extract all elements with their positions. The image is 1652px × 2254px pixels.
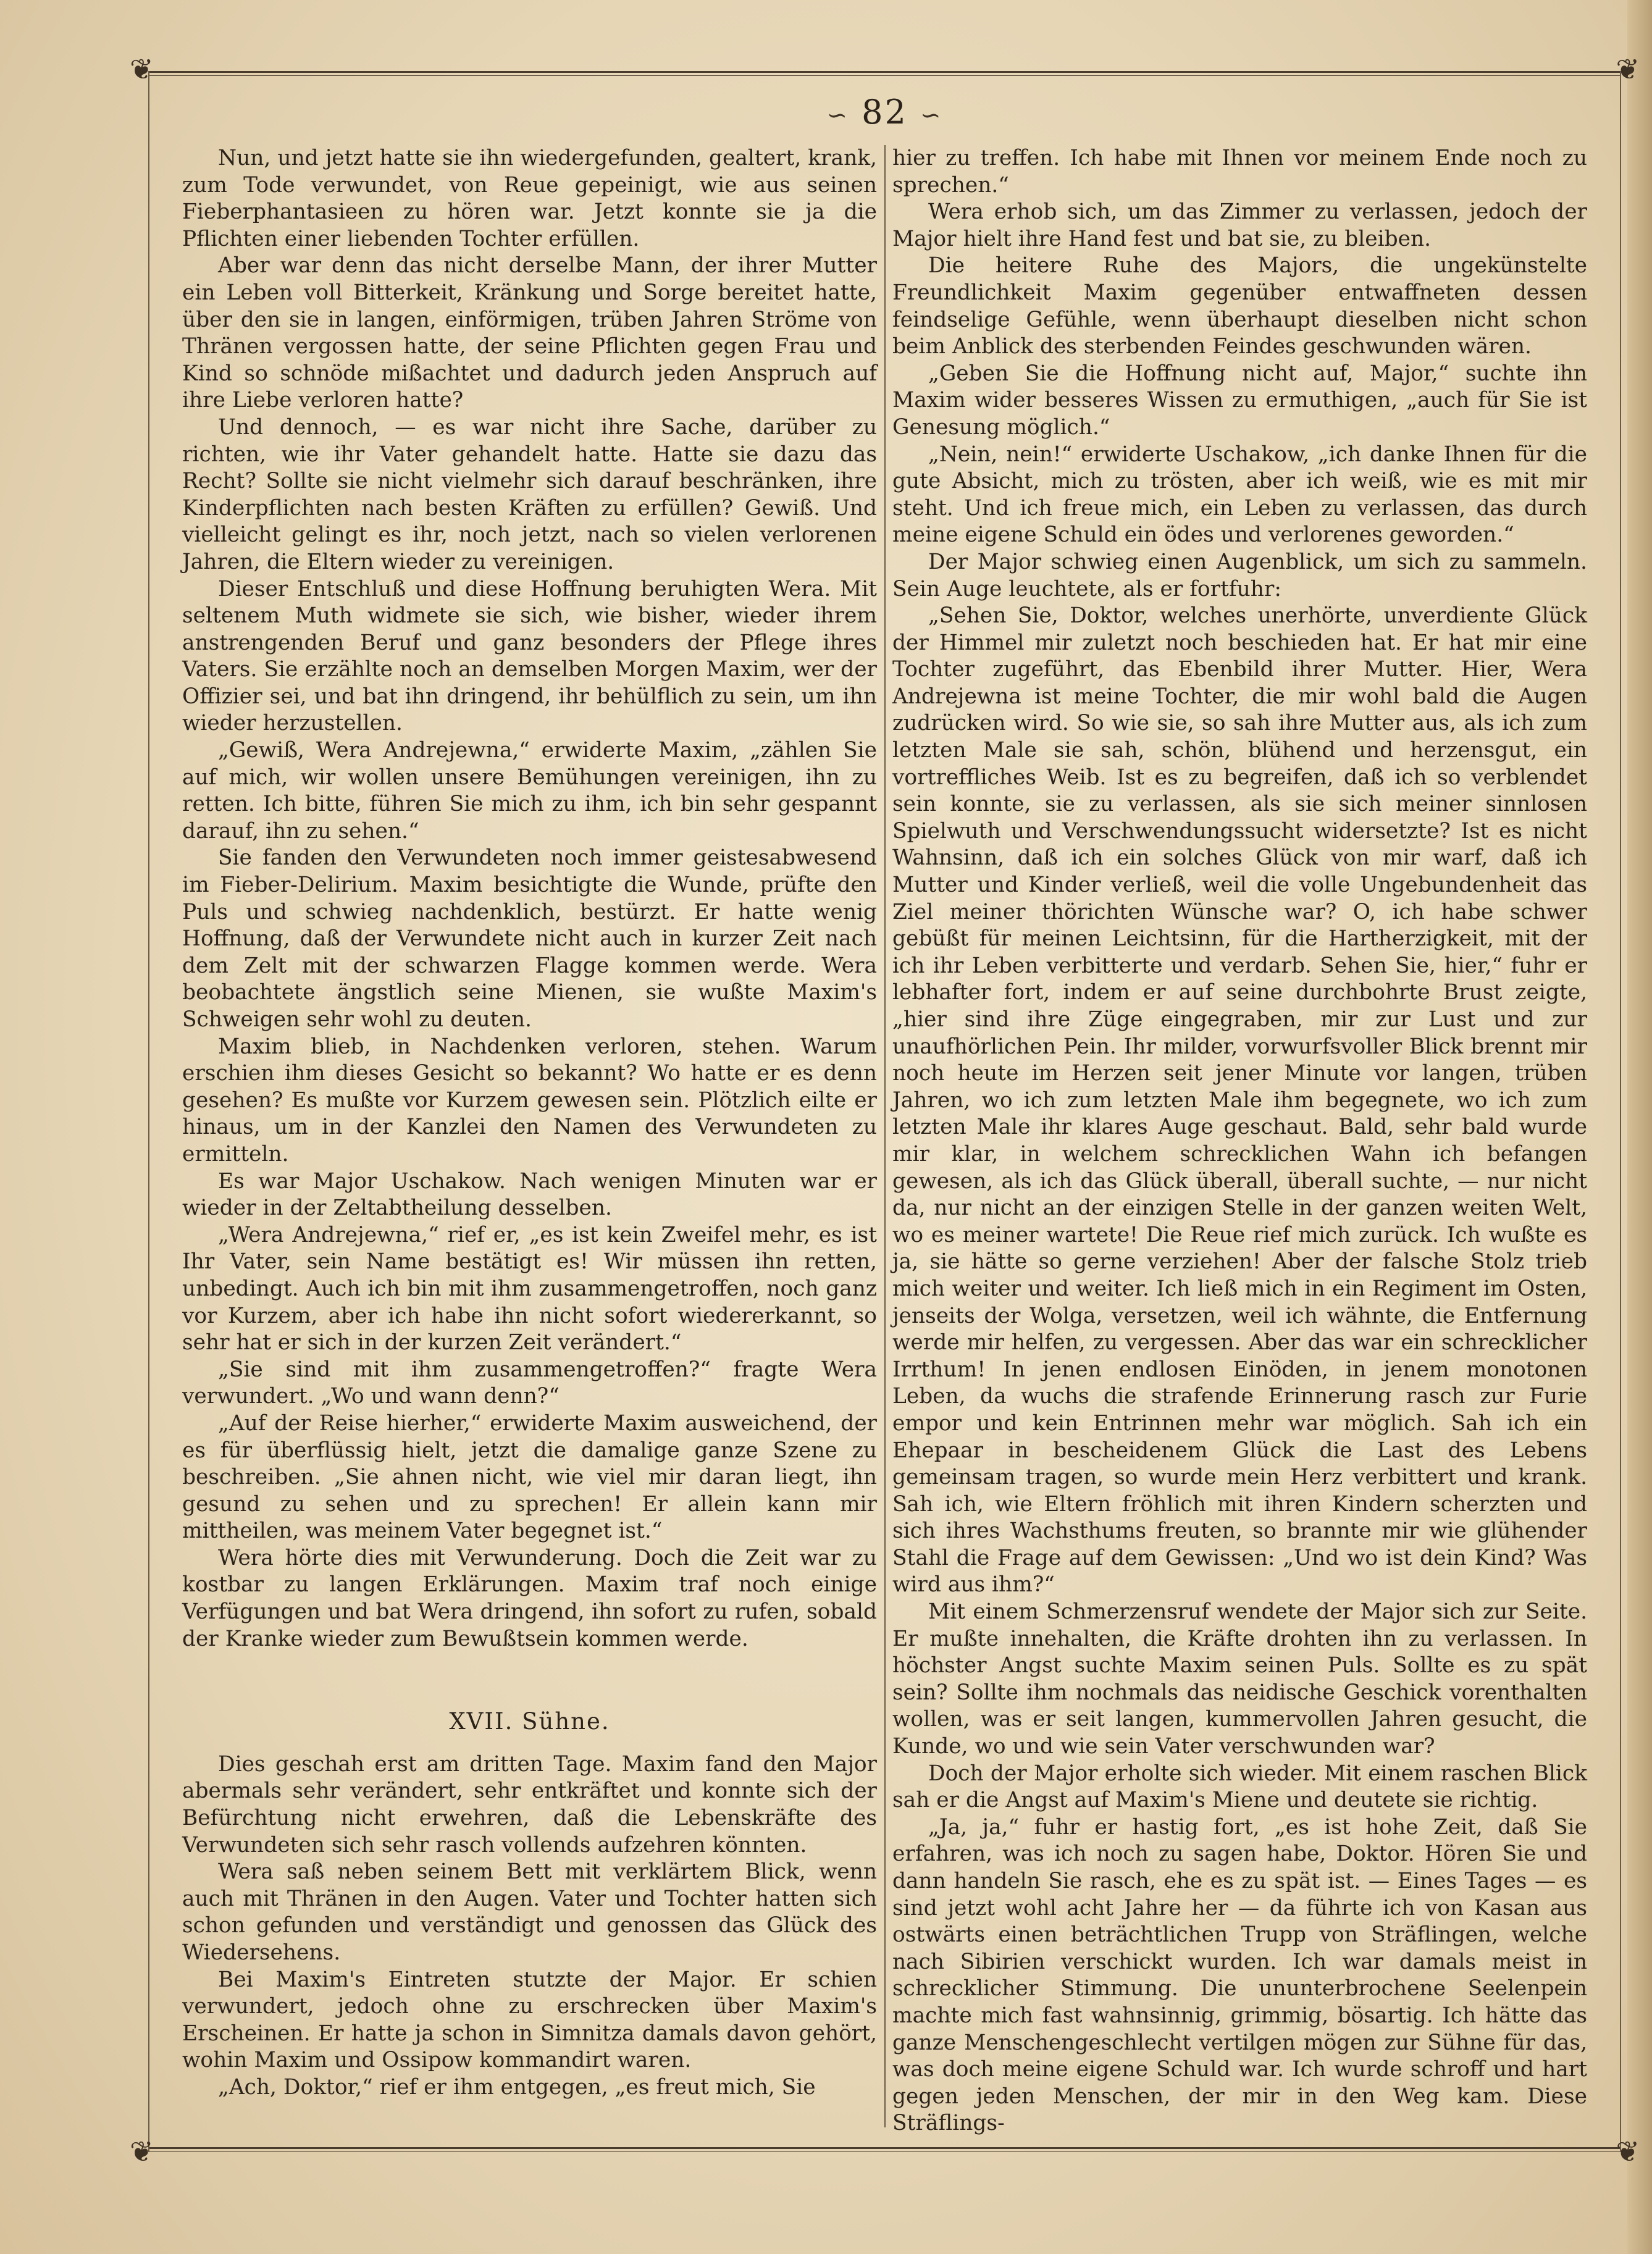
paragraph: Wera erhob sich, um das Zimmer zu verlassen, jedoch der Major hielt ihre Hand fest und bat sie, zu bleiben. [892, 199, 1587, 251]
right-column [892, 145, 1587, 2137]
left-border-rule [148, 71, 149, 2152]
paragraph: „Auf der Reise hierher,“ erwiderte Maxim ausweichend, der es für überflüssig hielt, jetzt die damalige ganze Szene zu beschreiben. „Sie ahnen nicht, wie viel mir daran liegt, ihn gesund zu sehen und zu sprechen! Er allein kann mir mittheilen, was meinem Vater begegnet ist.“ [182, 1410, 877, 1544]
paragraph: Wera hörte dies mit Verwunderung. Doch die Zeit war zu kostbar zu langen Erklärungen. Maxim traf noch einige Verfügungen und bat Wera dringend, ihn sofort zu rufen, sobald der Kranke wieder zum Bewußtsein kommen werde. [182, 1545, 877, 1651]
paragraph: Maxim blieb, in Nachdenken verloren, stehen. Warum erschien ihm dieses Gesicht so bekannt? Wo hatte er es denn gesehen? Es mußte vor Kurzem gewesen sein. Plötzlich eilte er hinaus, um in der Kanzlei den Namen des Verwundeten zu ermitteln. [182, 1034, 877, 1167]
paragraph: „Wera Andrejewna,“ rief er, „es ist kein Zweifel mehr, es ist Ihr Vater, sein Name bestätigt es! Wir müssen ihn retten, unbedingt. Auch ich bin mit ihm zusammengetroffen, noch ganz vor Kurzem, aber ich habe ihn nicht sofort wiedererkannt, so sehr hat er sich in der kurzen Zeit verändert.“ [182, 1222, 877, 1355]
bottom-border-rule [148, 2147, 1621, 2152]
corner-ornament-top-right: ❦ [1616, 52, 1640, 86]
paragraph: Aber war denn das nicht derselbe Mann, der ihrer Mutter ein Leben voll Bitterkeit, Kränkung und Sorge bereitet hatte, über den sie in langen, einförmigen, trüben Jahren Ströme von Thränen vergossen hatte, der seine Pflichten gegen Frau und Kind so schnöde mißachtet und dadurch jeden Anspruch auf ihre Liebe verloren hatte? [182, 253, 877, 413]
left-column [182, 145, 877, 2101]
paragraph: Sie fanden den Verwundeten noch immer geistesabwesend im Fieber-Delirium. Maxim besichtigte die Wunde, prüfte den Puls und schwieg nachdenklich, bestürzt. Er hatte wenig Hoffnung, daß der Verwundete nicht auch in kurzer Zeit nach dem Zelt mit der schwarzen Flagge kommen werde. Wera beobachtete ängstlich seine Mienen, sie wußte Maxim's Schweigen sehr wohl zu deuten. [182, 845, 877, 1032]
paragraph: Und dennoch, — es war nicht ihre Sache, darüber zu richten, wie ihr Vater gehandelt hatte. Hatte sie dazu das Recht? Sollte sie nicht vielmehr sich darauf beschränken, ihre Kinderpflichten nach besten Kräften zu erfüllen? Gewiß. Und vielleicht gelingt es ihr, noch jetzt, nach so vielen verlorenen Jahren, die Eltern wieder zu vereinigen. [182, 414, 877, 574]
corner-ornament-top-left: ❦ [130, 52, 154, 86]
right-border-rule [1620, 71, 1621, 2152]
header-ornament-right: ∽ [920, 101, 943, 130]
paragraph: Es war Major Uschakow. Nach wenigen Minuten war er wieder in der Zeltabtheilung desselben. [182, 1168, 877, 1221]
chapter-heading: XVII. Sühne. [449, 1708, 610, 1735]
corner-ornament-bottom-right: ❦ [1616, 2135, 1640, 2168]
paragraph: Der Major schwieg einen Augenblick, um sich zu sammeln. Sein Auge leuchtete, als er fortfuhr: [892, 549, 1587, 601]
paragraph: Bei Maxim's Eintreten stutzte der Major. Er schien verwundert, jedoch ohne zu erschrecken über Maxim's Erscheinen. Er hatte ja schon in Simnitza damals davon gehört, wohin Maxim und Ossipow kommandirt waren. [182, 1967, 877, 2073]
paragraph: „Sie sind mit ihm zusammengetroffen?“ fragte Wera verwundert. „Wo und wann denn?“ [182, 1357, 877, 1409]
paragraph: Dies geschah erst am dritten Tage. Maxim fand den Major abermals sehr verändert, sehr entkräftet und konnte sich der Befürchtung nicht erwehren, daß die Lebenskräfte des Verwundeten sich sehr rasch vollends aufzehren könnten. [182, 1751, 877, 1858]
paragraph: Wera saß neben seinem Bett mit verklärtem Blick, wenn auch mit Thränen in den Augen. Vater und Tochter hatten sich schon gefunden und verständigt und genossen das Glück des Wiedersehens. [182, 1859, 877, 1965]
paragraph: „Sehen Sie, Doktor, welches unerhörte, unverdiente Glück der Himmel mir zuletzt noch beschieden hat. Er hat mir eine Tochter zugeführt, das Ebenbild ihrer Mutter. Hier, Wera Andrejewna ist meine Tochter, die mir wohl bald die Augen zudrücken wird. So wie sie, so sah ihre Mutter aus, als ich zum letzten Male sie sah, schön, blühend und herzensgut, ein vortreffliches Weib. Ist es zu begreifen, daß ich so verblendet sein konnte, sie zu verlassen, als sie sich meiner sinnlosen Spielwuth und Verschwendungssucht widersetzte? Ist es nicht Wahnsinn, daß ich ein solches Glück von mir warf, daß ich Mutter und Kinder verließ, weil die volle Ungebundenheit das Ziel meiner thörichten Wünsche war? O, ich habe schwer gebüßt für meinen Leichtsinn, für die Hartherzigkeit, mit der ich ihr Leben verbitterte und verdarb. Sehen Sie, hier,“ fuhr er lebhafter fort, indem er auf seine durchbohrte Brust zeigte, „hier sind ihre Züge eingegraben, mir zur Lust und zur unaufhörlichen Pein. Ihr milder, vorwurfsvoller Blick brennt mir noch heute im Herzen seit jener Minute vor langen, trüben Jahren, wo ich zum letzten Male ihm begegnete, wo ich zum letzten Male ihr klares Auge geschaut. Bald, sehr bald wurde mir klar, in welchem schrecklichen Wahn ich befangen gewesen, als ich das Glück überall, überall suchte, — nur nicht da, nur nicht an der einzigen Stelle in der ganzen weiten Welt, wo es meiner wartete! Die Reue rief mich zurück. Ich wußte es ja, sie hätte so gerne verziehen! Aber der falsche Stolz trieb mich weiter und weiter. Ich ließ mich in ein Regiment im Osten, jenseits der Wolga, versetzen, weil ich wähnte, die Entfernung werde mir helfen, zu vergessen. Aber das war ein schrecklicher Irrthum! In jenen endlosen Einöden, in jenem monotonen Leben, da wuchs die strafende Erinnerung rasch zur Furie empor und kein Entrinnen mehr war möglich. Sah ich ein Ehepaar in bescheidenem Glück die Last des Lebens gemeinsam tragen, so wurde mein Herz verbittert und krank. Sah ich, wie Eltern fröhlich mit ihren Kindern scherzten und sich ihres Wachsthums freuten, so brannte mir wie glühender Stahl die Frage auf dem Gewissen: „Und wo ist dein Kind? Was wird aus ihm?“ [892, 603, 1587, 1598]
paragraph: „Ja, ja,“ fuhr er hastig fort, „es ist hohe Zeit, daß Sie erfahren, was ich noch zu sagen habe, Doktor. Hören Sie und dann handeln Sie rasch, ehe es zu spät ist. — Eines Tages — es sind jetzt wohl acht Jahre her — da führte ich von Kasan aus ostwärts einen beträchtlichen Trupp von Sträflingen, welche nach Sibirien verschickt wurden. Ich war damals meist in schrecklicher Stimmung. Die ununterbrochene Seelenpein machte mich fast wahnsinnig, grimmig, bösartig. Ich hätte das ganze Menschengeschlecht vertilgen mögen zur Sühne für das, was doch meine eigene Schuld war. Ich wurde schroff und hart gegen jeden Menschen, der mir in den Weg kam. Diese Sträflings- [892, 1814, 1587, 2136]
paragraph: „Geben Sie die Hoffnung nicht auf, Major,“ suchte ihn Maxim wider besseres Wissen zu ermuthigen, „auch für Sie ist Genesung möglich.“ [892, 361, 1587, 440]
paragraph: „Ach, Doktor,“ rief er ihm entgegen, „es freut mich, Sie [218, 2074, 816, 2100]
top-border-rule [148, 71, 1621, 76]
paragraph: Dieser Entschluß und diese Hoffnung beruhigten Wera. Mit seltenem Muth widmete sie sich, wie bisher, wieder ihrem anstrengenden Beruf und ganz besonders der Pflege ihres Vaters. Sie erzählte noch an demselben Morgen Maxim, wer der Offizier sei, und bat ihn dringend, ihr behülflich zu sein, um ihn wieder herzustellen. [182, 576, 877, 736]
paragraph: „Gewiß, Wera Andrejewna,“ erwiderte Maxim, „zählen Sie auf mich, wir wollen unsere Bemühungen vereinigen, ihn zu retten. Ich bitte, führen Sie mich zu ihm, ich bin sehr gespannt darauf, ihn zu sehen.“ [182, 738, 877, 844]
column-divider [884, 145, 886, 2127]
paragraph: Doch der Major erholte sich wieder. Mit einem raschen Blick sah er die Angst auf Maxim's Miene und deutete sie richtig. [892, 1761, 1587, 1813]
page-number: 82 [862, 93, 908, 132]
paragraph: Mit einem Schmerzensruf wendete der Major sich zur Seite. Er mußte innehalten, die Kräfte drohten ihn zu verlassen. In höchster Angst suchte Maxim seinen Puls. Sollte es zu spät sein? Sollte ihm nochmals das neidische Geschick vorenthalten wollen, was er seit langen, kummervollen Jahren gesucht, die Kunde, wo und wie sein Vater verschwunden war? [892, 1599, 1587, 1759]
page-spine-shadow [1627, 0, 1652, 2254]
page-header [148, 93, 1621, 132]
corner-ornament-bottom-left: ❦ [130, 2135, 154, 2168]
header-ornament-left: ∽ [826, 101, 849, 130]
paragraph: Nun, und jetzt hatte sie ihn wiedergefunden, gealtert, krank, zum Tode verwundet, von Reue gepeinigt, wie aus seinen Fieberphantasieen zu hören war. Jetzt konnte sie ja die Pflichten einer liebenden Tochter erfüllen. [182, 146, 877, 251]
paragraph-continued: hier zu treffen. Ich habe mit Ihnen vor meinem Ende noch zu sprechen.“ [892, 146, 1587, 198]
paragraph: „Nein, nein!“ erwiderte Uschakow, „ich danke Ihnen für die gute Absicht, mich zu trösten, aber ich weiß, wie es mit mir steht. Und ich freue mich, ein Leben zu verlassen, das durch meine eigene Schuld ein ödes und verlorenes geworden.“ [892, 442, 1587, 548]
paragraph: Die heitere Ruhe des Majors, die ungekünstelte Freundlichkeit Maxim gegenüber entwaffneten dessen feindselige Gefühle, wenn überhaupt dieselben nicht schon beim Anblick des sterbenden Feindes geschwunden wären. [892, 253, 1587, 359]
